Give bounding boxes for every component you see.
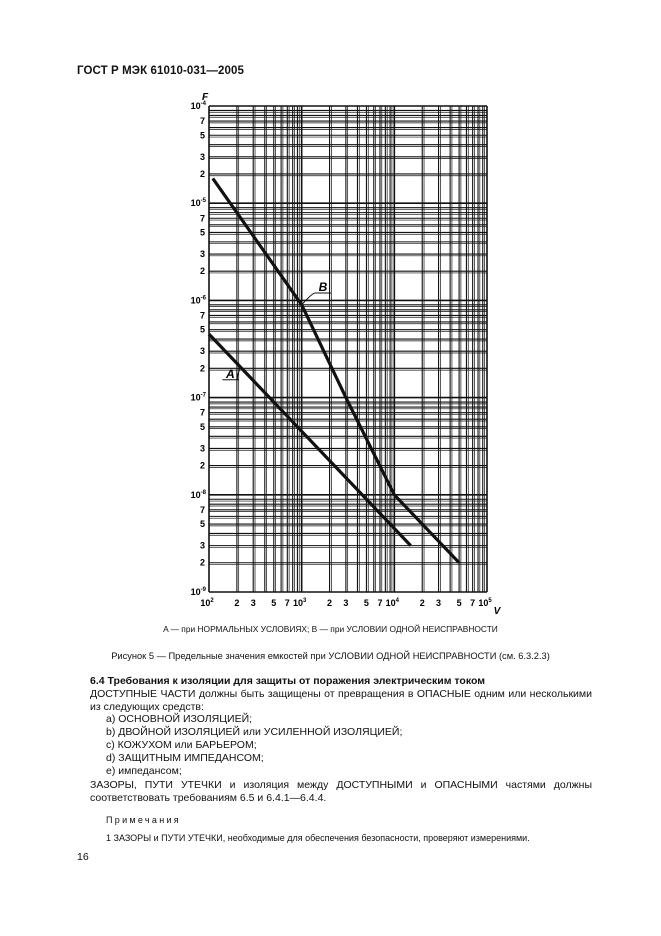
chart-series [209, 178, 459, 562]
y-tick-label: 7 [199, 504, 205, 515]
x-tick-label: 2 [327, 598, 333, 608]
y-tick-label: 3 [199, 540, 205, 551]
y-tick-label: $10^{-4}$ [190, 101, 206, 111]
note-1: 1 ЗАЗОРЫ и ПУТИ УТЕЧКИ, необходимые для обеспечения безопасности, проверяют измерениями. [106, 833, 530, 843]
notes-heading: Примечания [106, 815, 181, 825]
x-tick-label: 5 [456, 598, 462, 608]
series-label-b: B [318, 279, 328, 294]
section-intro: ДОСТУПНЫЕ ЧАСТИ должны быть защищены от превращения в ОПАСНЫЕ одним или несколькими из следующих средств: [90, 688, 592, 713]
list-item-c: c) КОЖУХОМ или БАРЬЕРОМ; [106, 739, 257, 751]
y-tick-label: 7 [199, 116, 205, 127]
series-leader-b [302, 293, 315, 305]
y-tick-label: $10^{-9}$ [190, 587, 206, 597]
y-tick-label: 5 [199, 324, 205, 335]
y-tick-label: 5 [199, 519, 205, 530]
y-tick-label: 2 [199, 557, 205, 568]
x-tick-label: $10^5$ [478, 598, 492, 608]
y-tick-label: 7 [199, 213, 205, 224]
y-tick-label: 5 [199, 130, 205, 141]
y-tick-label: $10^{-8}$ [190, 489, 206, 500]
page-number: 16 [77, 851, 89, 863]
y-axis-label: F [201, 92, 209, 103]
y-tick-label: 2 [199, 266, 205, 277]
y-tick-label: 7 [199, 407, 205, 418]
figure-caption: Рисунок 5 — Предельные значения емкостей при УСЛОВИИ ОДНОЙ НЕИСПРАВНОСТИ (см. 6.3.2.3) [111, 651, 550, 661]
y-tick-label: 7 [199, 310, 205, 321]
y-tick-label: $10^{-6}$ [190, 295, 206, 306]
x-tick-label: 7 [470, 598, 476, 608]
y-tick-label: 5 [199, 421, 205, 432]
y-tick-label: 2 [199, 460, 205, 471]
list-item-b: b) ДВОЙНОЙ ИЗОЛЯЦИЕЙ или УСИЛЕННОЙ ИЗОЛЯЦИЕЙ; [106, 726, 403, 738]
x-tick-label: 3 [343, 598, 349, 608]
x-tick-label: 3 [436, 598, 442, 608]
y-tick-label: $10^{-5}$ [190, 198, 206, 209]
y-tick-label: 3 [199, 249, 205, 260]
section-title: 6.4 Требования к изоляции для защиты от поражения электрическим током [90, 675, 485, 687]
y-tick-label: $10^{-7}$ [190, 392, 206, 403]
x-tick-label: 2 [234, 598, 240, 608]
x-axis-label: V [493, 606, 501, 617]
list-item-a: a) ОСНОВНОЙ ИЗОЛЯЦИЕЙ; [106, 713, 253, 725]
x-tick-label: 7 [284, 598, 290, 608]
x-tick-label: $10^2$ [200, 598, 214, 608]
x-tick-label: 5 [271, 598, 277, 608]
list-item-e: e) импедансом; [106, 765, 182, 777]
y-tick-label: 3 [199, 151, 205, 162]
capacitance-voltage-chart [160, 88, 520, 623]
y-tick-label: 2 [199, 363, 205, 374]
chart-grid [209, 106, 487, 592]
x-tick-label: 5 [363, 598, 369, 608]
section-closing: ЗАЗОРЫ, ПУТИ УТЕЧКИ и изоляция между ДОСТУПНЫМИ и ОПАСНЫМИ частями должны соответствовать требованиям 6.5 и 6.4.1—6.4.4. [90, 779, 592, 804]
y-tick-label: 2 [199, 168, 205, 179]
figure-legend-caption: A — при НОРМАЛЬНЫХ УСЛОВИЯХ; B — при УСЛОВИИ ОДНОЙ НЕИСПРАВНОСТИ [163, 624, 498, 634]
x-tick-label: 2 [419, 598, 425, 608]
document-header: ГОСТ Р МЭК 61010-031—2005 [77, 65, 244, 77]
list-item-d: d) ЗАЩИТНЫМ ИМПЕДАНСОМ; [106, 752, 264, 764]
series-label-a: A [226, 366, 235, 381]
x-tick-label: $10^4$ [385, 598, 400, 608]
y-tick-label: 3 [199, 346, 205, 357]
x-tick-label: 3 [250, 598, 256, 608]
y-tick-label: 5 [199, 227, 205, 238]
x-tick-label: $10^3$ [292, 598, 307, 608]
y-tick-label: 3 [199, 443, 205, 454]
x-tick-label: 7 [377, 598, 383, 608]
